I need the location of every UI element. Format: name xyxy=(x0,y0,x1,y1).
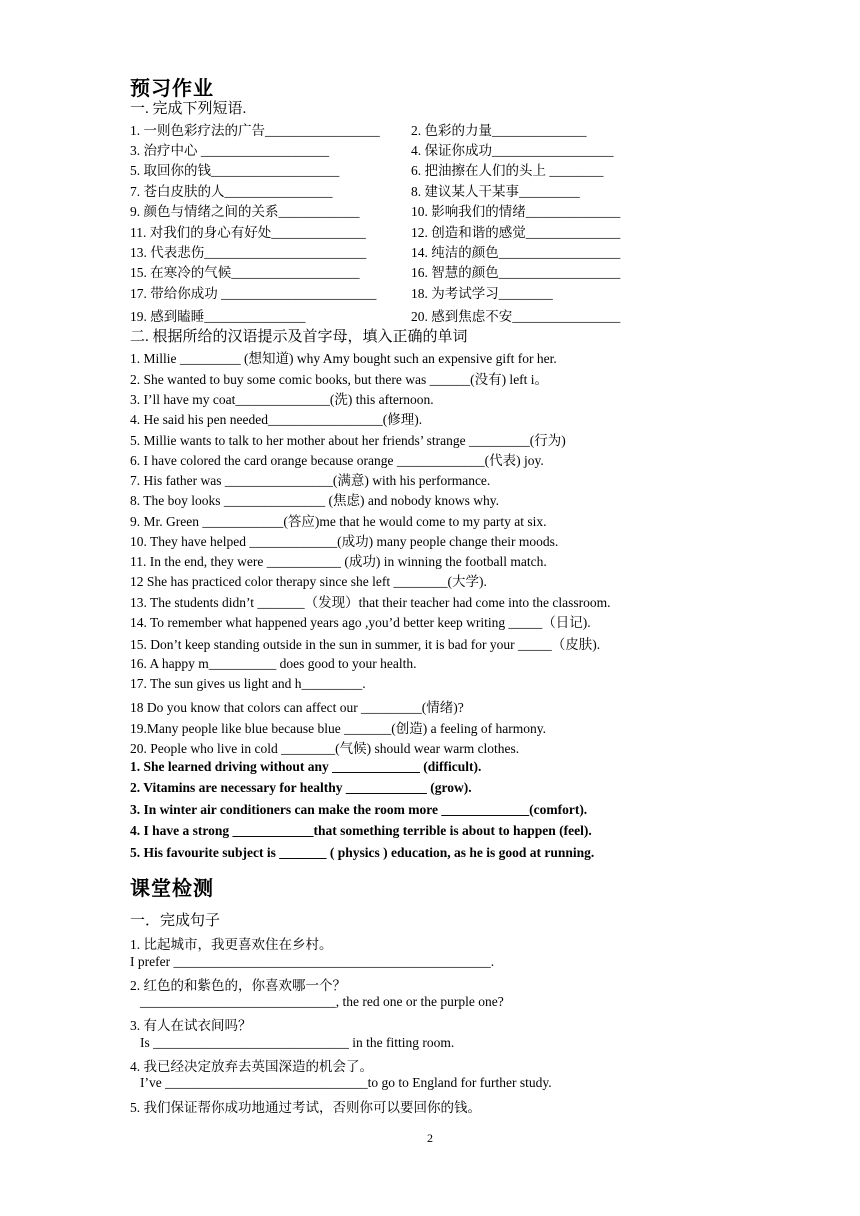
bold-sentence-item: 5. His favourite subject is _______ ( physics ) education, as he is good at running. xyxy=(130,845,595,860)
sentence-item: 8. The boy looks _______________ (焦虑) and nobody knows why. xyxy=(130,493,499,508)
phrase-row xyxy=(0,159,860,179)
phrase-item: 5. 取回你的钱___________________ xyxy=(130,163,340,178)
complete-item: 4. 我已经决定放弃去英国深造的机会了。 xyxy=(130,1059,373,1074)
phrase-item: 19. 感到瞌睡_______________ xyxy=(130,309,306,324)
sentence-item: 9. Mr. Green ____________(答应)me that he would come to my party at six. xyxy=(130,514,547,529)
phrase-item: 10. 影响我们的情绪______________ xyxy=(411,204,621,219)
sentence-item: 4. He said his pen needed_________________(修理). xyxy=(130,412,423,427)
phrase-row xyxy=(0,221,860,241)
heading-preview-homework: 预习作业 xyxy=(130,76,214,100)
sentence-item: 3. I’ll have my coat______________(洗) this afternoon. xyxy=(130,392,434,407)
phrase-item: 8. 建议某人干某事_________ xyxy=(411,184,580,199)
bold-sentence-item: 3. In winter air conditioners can make the room more _____________(comfort). xyxy=(130,802,588,817)
sentence-item: 11. In the end, they were ___________ (成功) in winning the football match. xyxy=(130,554,547,569)
bold-sentence-item: 2. Vitamins are necessary for healthy ____________ (grow). xyxy=(130,780,472,795)
phrase-item: 16. 智慧的颜色__________________ xyxy=(411,265,621,280)
phrase-item: 2. 色彩的力量______________ xyxy=(411,123,587,138)
sentence-item: 16. A happy m__________ does good to your health. xyxy=(130,656,417,671)
phrase-row xyxy=(0,305,860,325)
phrase-item: 15. 在寒冷的气候___________________ xyxy=(130,265,360,280)
sentence-item: 6. I have colored the card orange because orange _____________(代表) joy. xyxy=(130,453,544,468)
complete-item: 2. 红色的和紫色的，你喜欢哪一个？ xyxy=(130,978,346,993)
sentence-item: 17. The sun gives us light and h_________. xyxy=(130,676,366,691)
phrase-item: 6. 把油擦在人们的头上 ________ xyxy=(411,163,604,178)
phrase-item: 17. 带给你成功 _______________________ xyxy=(130,286,377,301)
sentence-item: 19.Many people like blue because blue _______(创造) a feeling of harmony. xyxy=(130,721,547,736)
bold-sentence-item: 4. I have a strong ____________that something terrible is about to happen (feel). xyxy=(130,823,592,838)
phrase-row xyxy=(0,119,860,139)
phrase-item: 12. 创造和谐的感觉______________ xyxy=(411,225,621,240)
sentence-item: 18 Do you know that colors can affect our _________(情绪)? xyxy=(130,700,464,715)
phrase-row xyxy=(0,180,860,200)
phrase-item: 4. 保证你成功__________________ xyxy=(411,143,614,158)
heading-class-test: 课堂检测 xyxy=(130,876,214,900)
complete-item: I prefer _______________________________________________. xyxy=(130,954,495,969)
sentence-item: 15. Don’t keep standing outside in the sun in summer, it is bad for your _____（皮肤). xyxy=(130,637,601,652)
sentence-item: 12 She has practiced color therapy since she left ________(大学). xyxy=(130,574,487,589)
sentence-item: 5. Millie wants to talk to her mother about her friends’ strange _________(行为) xyxy=(130,433,566,448)
complete-item: _____________________________, the red one or the purple one? xyxy=(140,994,504,1009)
sentence-item: 7. His father was ________________(满意) with his performance. xyxy=(130,473,491,488)
phrase-item: 9. 颜色与情绪之间的关系____________ xyxy=(130,204,360,219)
phrase-item: 7. 苍白皮肤的人________________ xyxy=(130,184,333,199)
sentence-item: 1. Millie _________ (想知道) why Amy bought such an expensive gift for her. xyxy=(130,351,557,366)
complete-item: 5. 我们保证帮你成功地通过考试，否则你可以要回你的钱。 xyxy=(130,1100,481,1115)
phrase-item: 13. 代表悲伤________________________ xyxy=(130,245,367,260)
complete-item: 1. 比起城市，我更喜欢住在乡村。 xyxy=(130,937,333,952)
sentence-item: 13. The students didn’t _______（发现）that their teacher had come into the classroom. xyxy=(130,595,611,610)
phrase-row xyxy=(0,261,860,281)
sentence-item: 14. To remember what happened years ago ,you’d better keep writing _____（日记). xyxy=(130,615,591,630)
complete-item: I’ve ______________________________to go to England for further study. xyxy=(140,1075,552,1090)
section-phrases-title: 一. 完成下列短语. xyxy=(130,101,247,117)
sentence-item: 20. People who live in cold ________(气候) should wear warm clothes. xyxy=(130,741,520,756)
phrase-row xyxy=(0,139,860,159)
phrase-row xyxy=(0,200,860,220)
section-fill-words-title: 二. 根据所给的汉语提示及首字母，填入正确的单词 xyxy=(130,329,468,345)
complete-item: Is _____________________________ in the fitting room. xyxy=(140,1035,455,1050)
page-number: 2 xyxy=(427,1131,433,1145)
phrase-item: 1. 一则色彩疗法的广告_________________ xyxy=(130,123,380,138)
phrase-row xyxy=(0,282,860,302)
section-complete-sentences-title: 一．完成句子 xyxy=(130,913,221,929)
phrase-item: 20. 感到焦虑不安________________ xyxy=(411,309,621,324)
phrase-item: 18. 为考试学习________ xyxy=(411,286,553,301)
bold-sentence-item: 1. She learned driving without any _____________ (difficult). xyxy=(130,759,482,774)
phrase-item: 14. 纯洁的颜色__________________ xyxy=(411,245,621,260)
complete-item: 3. 有人在试衣间吗？ xyxy=(130,1018,252,1033)
sentence-item: 2. She wanted to buy some comic books, but there was ______(没有) left i。 xyxy=(130,372,549,387)
phrase-row xyxy=(0,241,860,261)
phrase-item: 11. 对我们的身心有好处______________ xyxy=(130,225,366,240)
phrase-item: 3. 治疗中心 ___________________ xyxy=(130,143,330,158)
sentence-item: 10. They have helped _____________(成功) many people change their moods. xyxy=(130,534,559,549)
